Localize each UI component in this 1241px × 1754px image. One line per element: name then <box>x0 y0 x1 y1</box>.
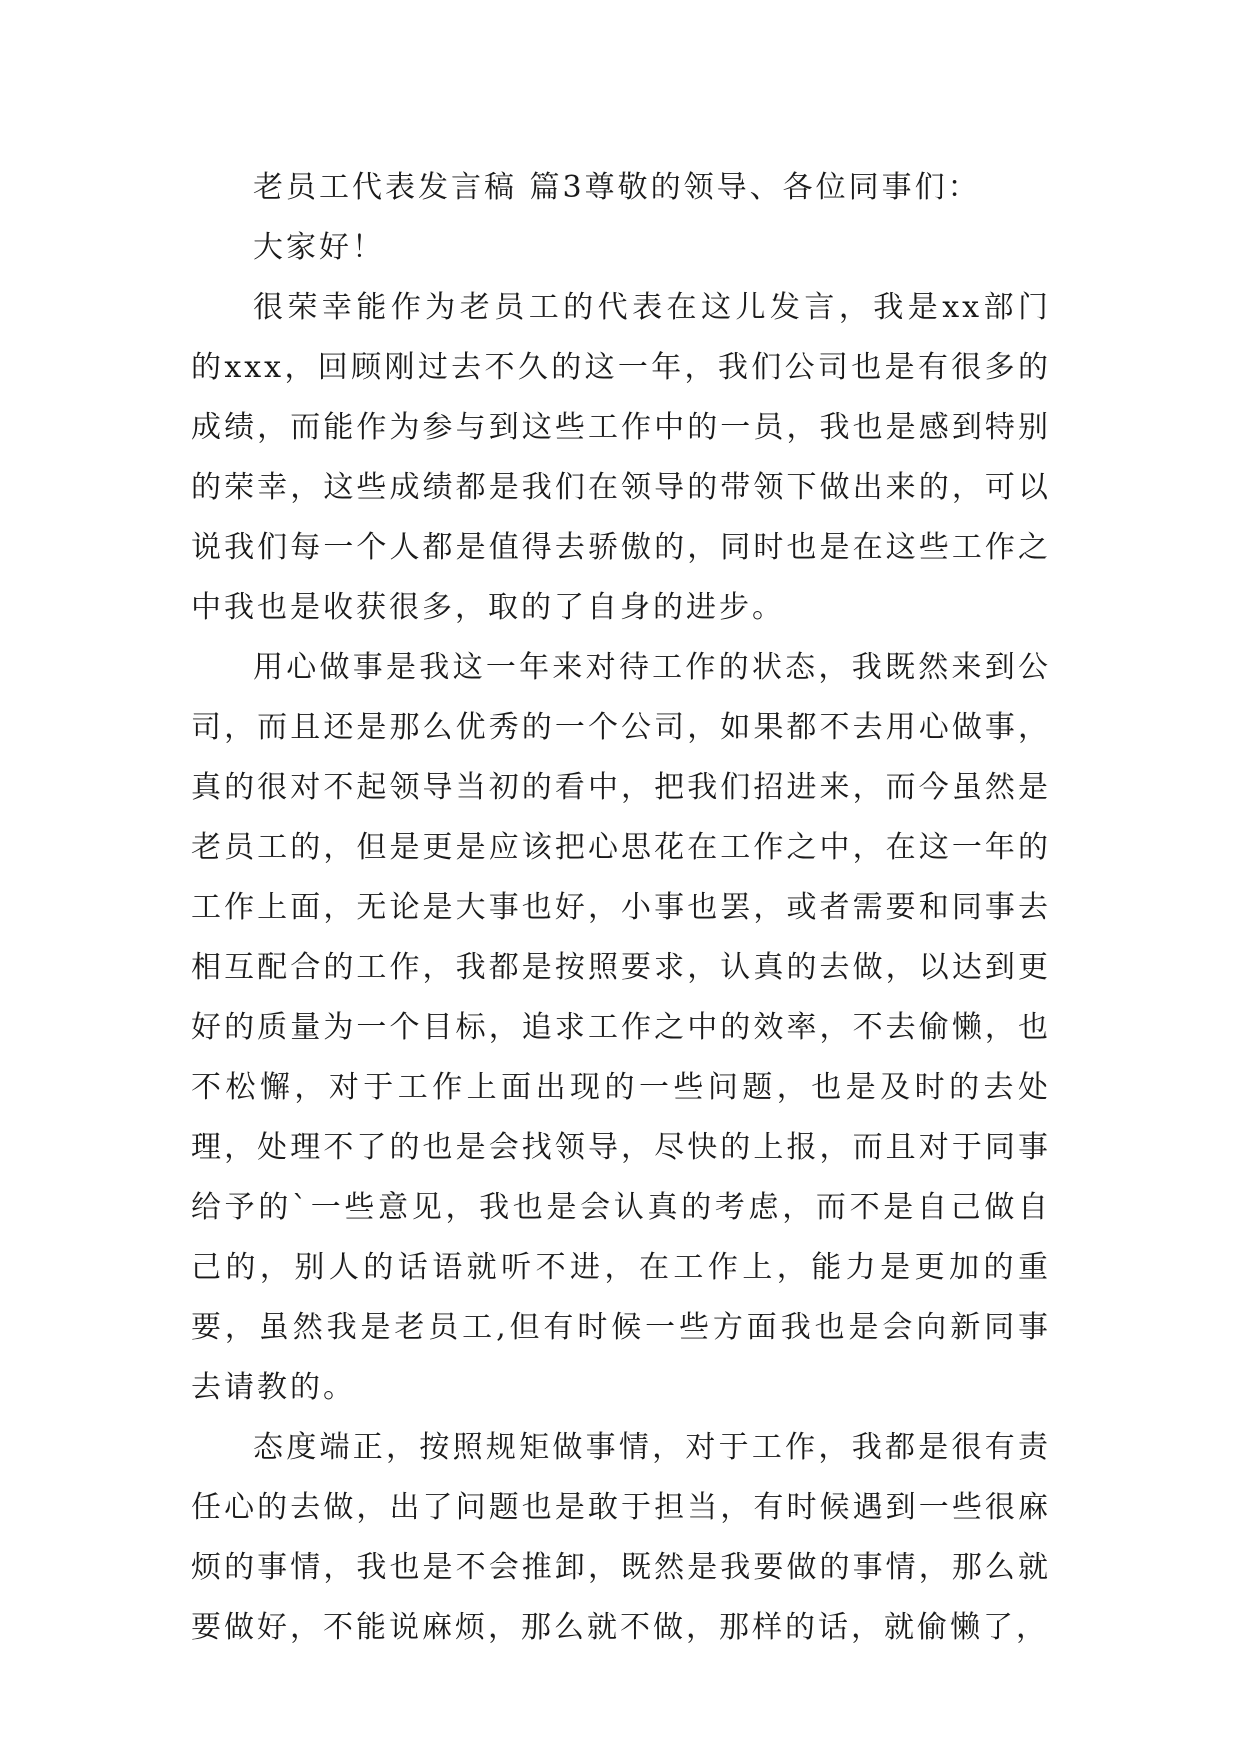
body-paragraph: 态度端正，按照规矩做事情，对于工作，我都是很有责任心的去做，出了问题也是敢于担当，有时候遇到一些很麻烦的事情，我也是不会推卸，既然是我要做的事情，那么就要做好，不能说麻烦，那么就不做，那样的话，就偷懒了， <box>191 1430 1051 1645</box>
greeting-paragraph: 大家好！ <box>253 230 385 265</box>
body-paragraph: 用心做事是我这一年来对待工作的状态，我既然来到公司，而且还是那么优秀的一个公司，如果都不去用心做事，真的很对不起领导当初的看中，把我们招进来，而今虽然是老员工的，但是更是应该把心思花在工作之中，在这一年的工作上面，无论是大事也好，小事也罢，或者需要和同事去相互配合的工作，我都是按照要求，认真的去做，以达到更好的质量为一个目标，追求工作之中的效率，不去偷懒，也不松懈，对于工作上面出现的一些问题，也是及时的去处理，处理不了的也是会找领导，尽快的上报，而且对于同事给予的`一些意见，我也是会认真的考虑，而不是自己做自己的，别人的话语就听不进，在工作上，能力是更加的重要，虽然我是老员工,但有时候一些方面我也是会向新同事去请教的。 <box>191 650 1051 1405</box>
heading-paragraph: 老员工代表发言稿 篇3尊敬的领导、各位同事们： <box>253 170 981 205</box>
document-body <box>191 158 1051 1658</box>
body-paragraph: 很荣幸能作为老员工的代表在这儿发言，我是xx部门的xxx，回顾刚过去不久的这一年，我们公司也是有很多的成绩，而能作为参与到这些工作中的一员，我也是感到特别的荣幸，这些成绩都是我们在领导的带领下做出来的，可以说我们每一个人都是值得去骄傲的，同时也是在这些工作之中我也是收获很多，取的了自身的进步。 <box>191 290 1051 625</box>
